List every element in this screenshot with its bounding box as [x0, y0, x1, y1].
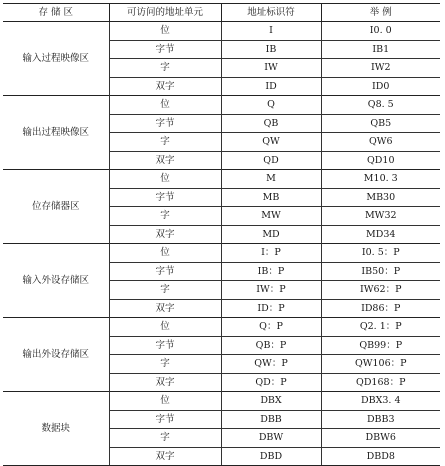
- example-cell: MW32: [321, 207, 440, 226]
- table-header: [3, 4, 440, 22]
- example-cell: I0. 5：P: [321, 244, 440, 263]
- address-identifier-cell: Q: [221, 96, 321, 115]
- address-table-container: [3, 3, 440, 466]
- table-row: [3, 318, 440, 337]
- address-unit-cell: 字: [109, 59, 221, 78]
- example-cell: QD168：P: [321, 373, 440, 392]
- storage-area-cell: 输入过程映像区: [3, 22, 109, 96]
- example-cell: IB50：P: [321, 262, 440, 281]
- address-identifier-cell: QW: [221, 133, 321, 152]
- address-identifier-cell: Q：P: [221, 318, 321, 337]
- address-unit-cell: 字节: [109, 188, 221, 207]
- address-unit-cell: 字: [109, 281, 221, 300]
- address-unit-cell: 位: [109, 318, 221, 337]
- address-unit-cell: 字: [109, 429, 221, 448]
- address-identifier-cell: DBX: [221, 392, 321, 411]
- address-identifier-cell: IW：P: [221, 281, 321, 300]
- storage-area-cell: 输出过程映像区: [3, 96, 109, 170]
- address-unit-cell: 字节: [109, 40, 221, 59]
- example-cell: QW106：P: [321, 355, 440, 374]
- address-unit-cell: 双字: [109, 77, 221, 96]
- storage-area-cell: 输入外设存储区: [3, 244, 109, 318]
- address-unit-cell: 双字: [109, 299, 221, 318]
- address-identifier-cell: QD: [221, 151, 321, 170]
- table-row: [3, 244, 440, 263]
- address-identifier-cell: IB: [221, 40, 321, 59]
- table-row: [3, 170, 440, 189]
- table-body: [3, 22, 440, 466]
- address-unit-cell: 双字: [109, 373, 221, 392]
- example-cell: DBW6: [321, 429, 440, 448]
- header-example: 举 例: [321, 4, 440, 22]
- address-unit-cell: 字节: [109, 336, 221, 355]
- address-unit-cell: 字节: [109, 114, 221, 133]
- example-cell: I0. 0: [321, 22, 440, 41]
- address-identifier-cell: I：P: [221, 244, 321, 263]
- table-row: [3, 392, 440, 411]
- header-storage-area: 存 储 区: [3, 4, 109, 22]
- address-identifier-cell: ID: [221, 77, 321, 96]
- address-identifier-cell: M: [221, 170, 321, 189]
- address-table: [3, 3, 440, 466]
- address-unit-cell: 位: [109, 170, 221, 189]
- table-row: [3, 22, 440, 41]
- address-identifier-cell: I: [221, 22, 321, 41]
- example-cell: QD10: [321, 151, 440, 170]
- example-cell: DBX3. 4: [321, 392, 440, 411]
- address-identifier-cell: IB：P: [221, 262, 321, 281]
- address-unit-cell: 字节: [109, 262, 221, 281]
- example-cell: Q8. 5: [321, 96, 440, 115]
- example-cell: IW62：P: [321, 281, 440, 300]
- example-cell: MD34: [321, 225, 440, 244]
- header-row: [3, 4, 440, 22]
- address-identifier-cell: QB：P: [221, 336, 321, 355]
- example-cell: QB5: [321, 114, 440, 133]
- header-address-unit: 可访问的地址单元: [109, 4, 221, 22]
- address-unit-cell: 字: [109, 133, 221, 152]
- example-cell: Q2. 1：P: [321, 318, 440, 337]
- address-unit-cell: 字: [109, 207, 221, 226]
- address-identifier-cell: QB: [221, 114, 321, 133]
- address-identifier-cell: IW: [221, 59, 321, 78]
- address-identifier-cell: MW: [221, 207, 321, 226]
- address-unit-cell: 双字: [109, 225, 221, 244]
- example-cell: ID86：P: [321, 299, 440, 318]
- address-identifier-cell: DBD: [221, 447, 321, 466]
- address-identifier-cell: DBW: [221, 429, 321, 448]
- address-unit-cell: 双字: [109, 151, 221, 170]
- storage-area-cell: 位存储器区: [3, 170, 109, 244]
- example-cell: QB99：P: [321, 336, 440, 355]
- example-cell: DBB3: [321, 410, 440, 429]
- example-cell: DBD8: [321, 447, 440, 466]
- example-cell: ID0: [321, 77, 440, 96]
- address-unit-cell: 字: [109, 355, 221, 374]
- table-row: [3, 96, 440, 115]
- example-cell: QW6: [321, 133, 440, 152]
- address-unit-cell: 双字: [109, 447, 221, 466]
- address-identifier-cell: ID：P: [221, 299, 321, 318]
- storage-area-cell: 数据块: [3, 392, 109, 466]
- address-identifier-cell: MD: [221, 225, 321, 244]
- address-unit-cell: 位: [109, 96, 221, 115]
- storage-area-cell: 输出外设存储区: [3, 318, 109, 392]
- example-cell: M10. 3: [321, 170, 440, 189]
- address-unit-cell: 位: [109, 392, 221, 411]
- address-unit-cell: 位: [109, 244, 221, 263]
- example-cell: IB1: [321, 40, 440, 59]
- example-cell: MB30: [321, 188, 440, 207]
- address-identifier-cell: MB: [221, 188, 321, 207]
- address-identifier-cell: QD：P: [221, 373, 321, 392]
- address-unit-cell: 字节: [109, 410, 221, 429]
- address-identifier-cell: DBB: [221, 410, 321, 429]
- example-cell: IW2: [321, 59, 440, 78]
- address-unit-cell: 位: [109, 22, 221, 41]
- address-identifier-cell: QW：P: [221, 355, 321, 374]
- header-address-identifier: 地址标识符: [221, 4, 321, 22]
